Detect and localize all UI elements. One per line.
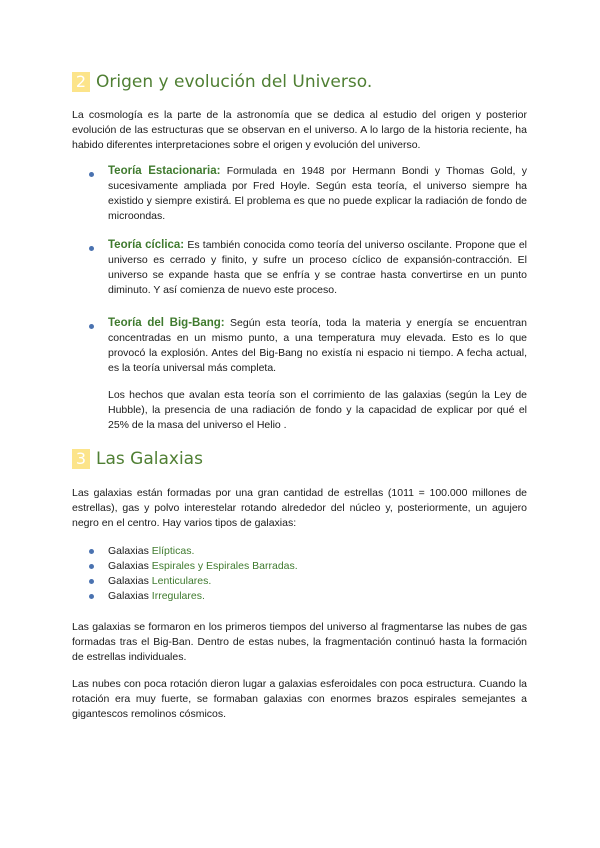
galaxy-type: Elípticas. [151,545,195,557]
bullet-icon [89,324,94,329]
theory-item-stationary [108,164,527,224]
bigbang-evidence-paragraph: Los hechos que avalan esta teoría son el corrimiento de las galaxias (según la Ley de Hubble), la presencia de una radiación de fondo y la capacidad de explicar por qué el 25% de la masa del universo el Helio . [108,389,527,431]
theory-term: Teoría del Big-Bang: [108,317,225,329]
galaxy-prefix: Galaxias [108,545,152,557]
list-item [108,559,298,574]
section-heading-galaxies [72,449,203,469]
bullet-icon [89,564,94,569]
theory-text: Según esta teoría, toda la materia y energía se encuentran concentradas en un mismo punto, a una temperatura muy elevada. Esto es lo que provocó la explosión. Antes del Big-Bang no existía ni espacio ni tiempo. A fecha actual, es la teoría universal más completa. [108,317,527,374]
theory-text: Es también conocida como teoría del universo oscilante. Propone que el universo es cerrado y finito, y sufre un proceso cíclico de expansión-contracción. El universo se expande hasta que se enfría y se contrae hasta convertirse en un punto diminuto. Y así comienza de nuevo este proceso. [108,239,527,296]
galaxy-formation-paragraph: Las galaxias se formaron en los primeros tiempos del universo al fragmentarse las nubes de gas formadas tras el Big-Ban. Dentro de estas nubes, la fragmentación continuó hasta la formación de estrellas individuales. [72,621,527,663]
bullet-icon [89,246,94,251]
theory-term: Teoría Estacionaria: [108,165,221,177]
section-title: Origen y evolución del Universo. [96,72,373,92]
list-item [108,544,298,559]
bullet-icon [89,594,94,599]
galaxy-prefix: Galaxias [108,590,152,602]
galaxy-prefix: Galaxias [108,575,152,587]
theory-term: Teoría cíclica: [108,239,185,251]
galaxy-type: Lenticulares. [151,575,212,587]
bullet-icon [89,549,94,554]
list-item [108,574,298,589]
galaxy-type: Irregulares. [151,590,205,602]
galaxy-prefix: Galaxias [108,560,152,572]
bullet-icon [89,172,94,177]
theory-item-bigbang [108,316,527,376]
section-number-badge: 3 [72,449,90,469]
galaxy-rotation-paragraph: Las nubes con poca rotación dieron lugar a galaxias esferoidales con poca estructura. Cuando la rotación era muy fuerte, se formaban galaxias con enormes brazos espirales semejantes a gigantescos remolinos cósmicos. [72,678,527,720]
section-number-badge: 2 [72,72,90,92]
theory-item-cyclic [108,238,527,298]
galaxy-types-list [108,544,298,604]
section-heading-origin [72,72,372,92]
galaxy-type: Espirales y Espirales Barradas. [151,560,298,572]
bullet-icon [89,579,94,584]
cosmology-intro-paragraph: La cosmología es la parte de la astronomía que se dedica al estudio del origen y posterior evolución de las estructuras que se observan en el universo. A lo largo de la historia reciente, ha habido diferentes interpretaciones sobre el origen y evolución del universo. [72,109,527,151]
theory-text: Formulada en 1948 por Hermann Bondi y Thomas Gold, y sucesivamente ampliada por Fred Hoyle. Según esta teoría, el universo siempre ha existido y siempre existirá. El problema es que no puede explicar la radiación de fondo de microondas. [108,165,527,222]
galaxies-intro-paragraph: Las galaxias están formadas por una gran cantidad de estrellas (1011 = 100.000 millones de estrellas), gas y polvo interestelar rotando alrededor del núcleo y, posteriormente, un agujero negro en el centro. Hay varios tipos de galaxias: [72,487,527,529]
section-title: Las Galaxias [96,449,203,469]
list-item [108,589,298,604]
